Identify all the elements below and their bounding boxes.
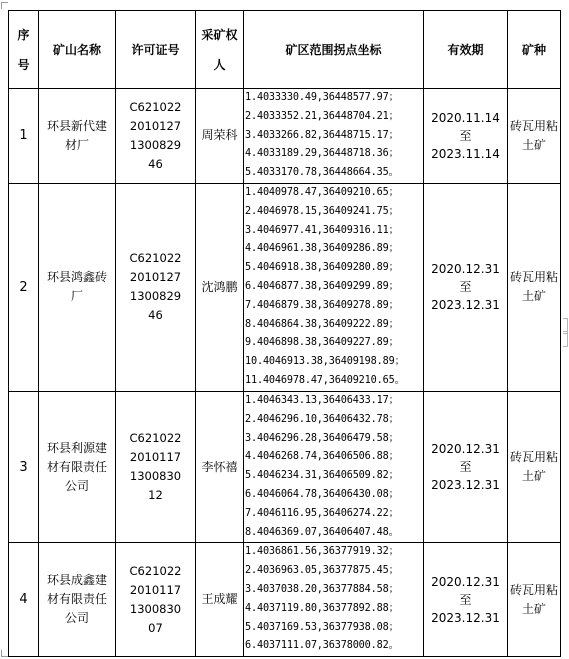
valid-from: 2020.12.31 (431, 262, 500, 277)
coord-point: 2.4046978.15,36409241.75； (245, 205, 399, 217)
mining-rights-table (8, 10, 561, 657)
row-seq: 4 (9, 543, 39, 657)
row-mineral: 砖瓦用粘土矿 (508, 391, 561, 542)
row-mineral: 砖瓦用粘土矿 (508, 183, 561, 391)
page-corner-mark (1, 2, 8, 9)
coord-point: 6.4046877.38,36409299.89； (245, 281, 399, 293)
page-corner-mark (1, 650, 8, 657)
coord-point: 7.4046116.95,36406274.22； (245, 507, 399, 519)
row-valid (424, 543, 508, 657)
valid-to: 2023.12.31 (431, 478, 500, 493)
table-row (9, 543, 561, 657)
header-coords: 矿区范围拐点坐标 (244, 11, 424, 89)
row-license: C6210222010127130082946 (116, 183, 196, 391)
coord-point: 4.4046268.74,36406506.88； (245, 451, 399, 463)
header-mineral: 矿种 (508, 11, 561, 89)
header-holder: 采矿权人 (196, 11, 244, 89)
coord-point: 4.4033189.29,36448718.36； (245, 148, 399, 160)
row-license: C6210222010117130083007 (116, 543, 196, 657)
coord-point: 3.4033266.82,36448715.17； (245, 129, 399, 141)
coord-point: 5.4037169.53,36377938.08； (245, 621, 399, 633)
table-row (9, 183, 561, 391)
row-mineral: 砖瓦用粘土矿 (508, 543, 561, 657)
coord-point: 6.4046064.78,36406430.08； (245, 488, 399, 500)
valid-to-label: 至 (459, 592, 472, 607)
coord-point: 7.4046879.38,36409278.89； (245, 299, 399, 311)
coord-point: 3.4046977.41,36409316.11； (245, 224, 399, 236)
coord-point: 6.4037111.07,36378000.82。 (245, 640, 399, 652)
row-coords (244, 391, 424, 542)
row-mine-name: 环县鸿鑫砖厂 (39, 183, 116, 391)
coord-point: 5.4046918.38,36409280.89； (245, 262, 399, 274)
valid-to-label: 至 (459, 128, 472, 143)
row-seq: 2 (9, 183, 39, 391)
row-coords (244, 183, 424, 391)
coord-point: 1.4033330.49,36448577.97； (245, 92, 399, 103)
valid-from: 2020.12.31 (431, 442, 500, 457)
valid-from: 2020.12.31 (431, 574, 500, 589)
valid-to: 2023.11.14 (431, 146, 500, 161)
coord-point: 8.4046369.07,36406407.48。 (245, 526, 399, 538)
row-seq: 3 (9, 391, 39, 542)
coord-point: 2.4046296.10,36406432.78； (245, 413, 399, 425)
valid-to-label: 至 (459, 280, 472, 295)
coord-point: 8.4046864.38,36409222.89； (245, 318, 399, 330)
row-holder: 王成耀 (196, 543, 244, 657)
coord-point: 9.4046898.38,36409227.89； (245, 337, 399, 349)
row-mine-name: 环县成鑫建材有限责任公司 (39, 543, 116, 657)
valid-from: 2020.11.14 (431, 110, 500, 125)
valid-to: 2023.12.31 (431, 610, 500, 625)
header-seq: 序号 (9, 11, 39, 89)
row-holder: 周荣科 (196, 89, 244, 184)
row-mine-name: 环县利源建材有限责任公司 (39, 391, 116, 542)
coord-point: 11.4046978.47,36409210.65。 (245, 375, 405, 387)
coord-point: 10.4046913.38,36409198.89； (245, 356, 405, 368)
row-valid (424, 391, 508, 542)
row-coords (244, 89, 424, 184)
coord-point: 5.4046234.31,36406509.82； (245, 470, 399, 482)
row-license: C6210222010117130083012 (116, 391, 196, 542)
row-seq: 1 (9, 89, 39, 184)
table-header-row (9, 11, 561, 89)
coord-point: 3.4046296.28,36406479.58； (245, 432, 399, 444)
coord-point: 4.4037119.80,36377892.88； (245, 602, 399, 614)
row-valid (424, 183, 508, 391)
coord-point: 1.4036861.56,36377919.32； (245, 546, 399, 558)
row-mine-name: 环县新代建材厂 (39, 89, 116, 184)
margin-tick (563, 331, 568, 347)
row-coords (244, 543, 424, 657)
valid-to: 2023.12.31 (431, 298, 500, 313)
header-valid: 有效期 (424, 11, 508, 89)
header-license: 许可证号 (116, 11, 196, 89)
row-holder: 李怀禧 (196, 391, 244, 542)
row-holder: 沈鸿鹏 (196, 183, 244, 391)
table-row (9, 89, 561, 184)
coord-point: 1.4040978.47,36409210.65； (245, 187, 399, 199)
coord-point: 2.4033352.21,36448704.21； (245, 110, 399, 122)
header-mine-name: 矿山名称 (39, 11, 116, 89)
coord-point: 5.4033170.78,36448664.35。 (245, 167, 399, 179)
table-row (9, 391, 561, 542)
row-mineral: 砖瓦用粘土矿 (508, 89, 561, 184)
row-valid (424, 89, 508, 184)
coord-point: 1.4046343.13,36406433.17； (245, 394, 399, 406)
coord-point: 2.4036963.05,36377875.45； (245, 565, 399, 577)
coord-point: 4.4046961.38,36409286.89； (245, 243, 399, 255)
coord-point: 3.4037038.20,36377884.58； (245, 584, 399, 596)
valid-to-label: 至 (459, 460, 472, 475)
row-license: C6210222010127130082946 (116, 89, 196, 184)
